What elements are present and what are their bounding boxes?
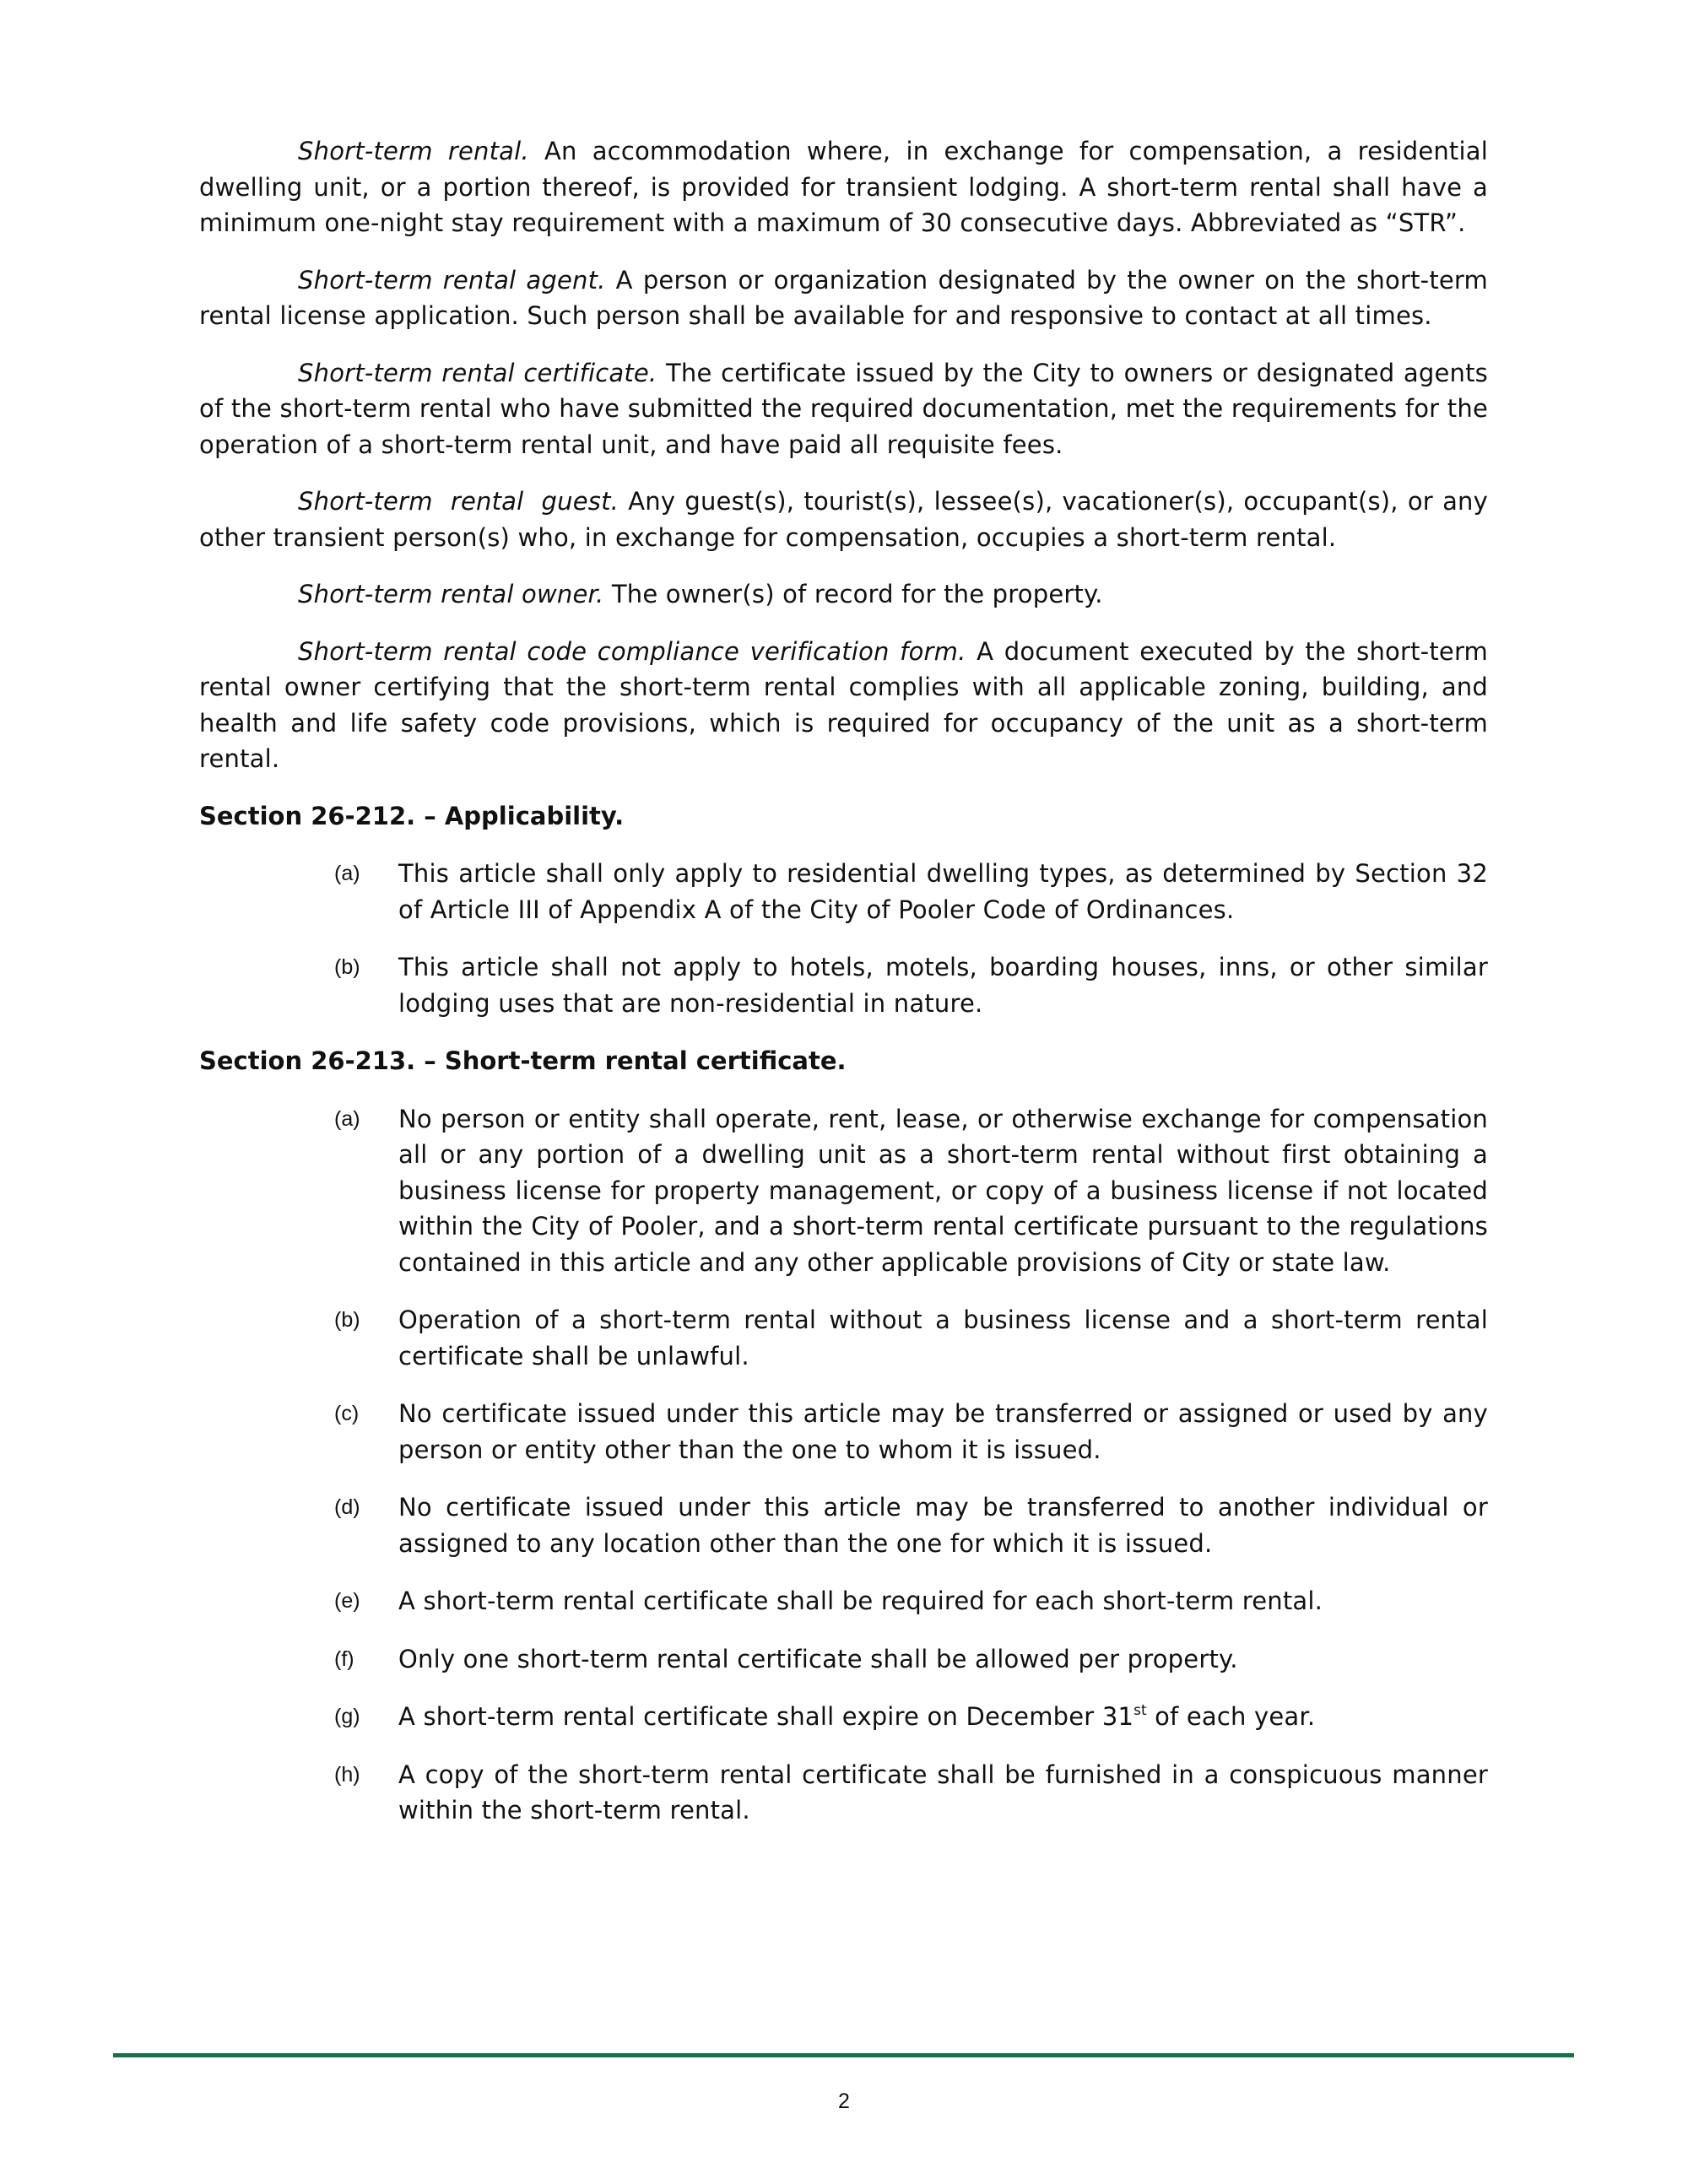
definition-term: Short-term rental code compliance verification form. [298, 636, 966, 666]
definition-term: Short-term rental owner. [298, 580, 604, 608]
list-marker: (a) [334, 862, 360, 885]
definition-short-term-rental-certificate [199, 355, 1488, 463]
list-marker: (b) [334, 1308, 360, 1332]
definition-short-term-rental [199, 133, 1488, 241]
list-item [199, 1757, 1488, 1829]
page-number: 2 [838, 2089, 850, 2113]
list-item [199, 856, 1488, 927]
list-item-text: This article shall only apply to residential dwelling types, as determined by Section 32 of Article III of Appendix A of the City of Pooler Code of Ordinances. [398, 859, 1488, 924]
list-item-text: No person or entity shall operate, rent, lease, or otherwise exchange for compensation all or any portion of a dwelling unit as a short-term rental without first obtaining a business license for property management, or copy of a business license if not located within the City of Pooler, and a short-term rental certificate pursuant to the regulations contained in this article and any other applicable provisions of City or state law. [398, 1104, 1488, 1277]
definition-term: Short-term rental guest. [298, 487, 619, 516]
definition-term: Short-term rental. [298, 137, 529, 165]
section-26-212-list [199, 856, 1488, 1021]
list-item [199, 1489, 1488, 1561]
definition-text: A person or organization designated by the owner on the short-term rental license application. Such person shall be available for and responsive to contact at all times. [199, 265, 1488, 330]
list-marker: (e) [334, 1589, 360, 1613]
section-heading-26-213: Section 26-213. – Short-term rental certificate. [199, 1046, 847, 1075]
list-item-text: This article shall not apply to hotels, motels, boarding houses, inns, or other similar lodging uses that are non-residential in nature. [398, 953, 1488, 1018]
list-item-text: A copy of the short-term rental certificate shall be furnished in a conspicuous manner within the short-term rental. [398, 1760, 1488, 1825]
list-marker: (h) [334, 1762, 360, 1787]
list-marker: (c) [334, 1402, 360, 1425]
list-item-text-before: A short-term rental certificate shall expire on December 31 [398, 1702, 1134, 1731]
list-item [199, 1396, 1488, 1468]
definition-text: A document executed by the short-term rental owner certifying that the short-term rental complies with all applicable zoning, building, and health and life safety code provisions, which is required for occupancy of the unit as a short-term rental. [199, 636, 1489, 773]
definition-short-term-rental-agent [199, 262, 1488, 334]
footer-divider [113, 2053, 1574, 2057]
definition-text: The owner(s) of record for the property. [603, 580, 1103, 608]
section-26-213-list [199, 1101, 1488, 1829]
section-heading-26-212: Section 26-212. – Applicability. [199, 801, 625, 830]
list-marker: (a) [334, 1106, 360, 1131]
definition-text: Any guest(s), tourist(s), lessee(s), vacationer(s), occupant(s), or any other transient person(s) who, in exchange for compensation, occupies a short-term rental. [199, 487, 1488, 552]
list-marker: (b) [334, 955, 360, 979]
definition-short-term-rental-owner [199, 576, 1488, 613]
list-item [199, 949, 1488, 1021]
definition-term: Short-term rental certificate. [298, 358, 657, 387]
list-marker: (g) [334, 1705, 360, 1728]
list-item [199, 1641, 1488, 1678]
list-item [199, 1699, 1488, 1735]
list-item-text: Operation of a short-term rental without a business license and a short-term rental certificate shall be unlawful. [398, 1306, 1488, 1370]
list-item [199, 1302, 1488, 1374]
list-marker: (f) [334, 1646, 354, 1671]
list-item-text: No certificate issued under this article may be transferred to another individual or assigned to any location other than the one for which it is issued. [398, 1493, 1488, 1558]
list-item [199, 1101, 1488, 1281]
definition-term: Short-term rental agent. [298, 265, 606, 295]
list-item-text: No certificate issued under this article may be transferred or assigned or used by any person or entity other than the one to whom it is issued. [398, 1399, 1488, 1464]
list-item-text: Only one short-term rental certificate shall be allowed per property. [398, 1644, 1238, 1673]
list-item-text-after: of each year. [1146, 1702, 1316, 1731]
list-item-text [398, 1702, 1315, 1731]
document-body [199, 133, 1488, 1851]
definition-code-compliance-form [199, 634, 1488, 777]
list-item [199, 1583, 1488, 1619]
list-item-text: A short-term rental certificate shall be required for each short-term rental. [398, 1587, 1323, 1615]
definition-text: An accommodation where, in exchange for compensation, a residential dwelling unit, or a portion thereof, is provided for transient lodging. A short-term rental shall have a minimum one-night stay requirement with a maximum of 30 consecutive days. Abbreviated as “STR”. [199, 137, 1488, 237]
ordinal-superscript: st [1133, 1702, 1147, 1719]
definition-short-term-rental-guest [199, 484, 1488, 555]
definition-text: The certificate issued by the City to owners or designated agents of the short-term rental who have submitted the required documentation, met the requirements for the operation of a short-term rental unit, and have paid all requisite fees. [199, 358, 1488, 459]
list-marker: (d) [334, 1495, 360, 1519]
